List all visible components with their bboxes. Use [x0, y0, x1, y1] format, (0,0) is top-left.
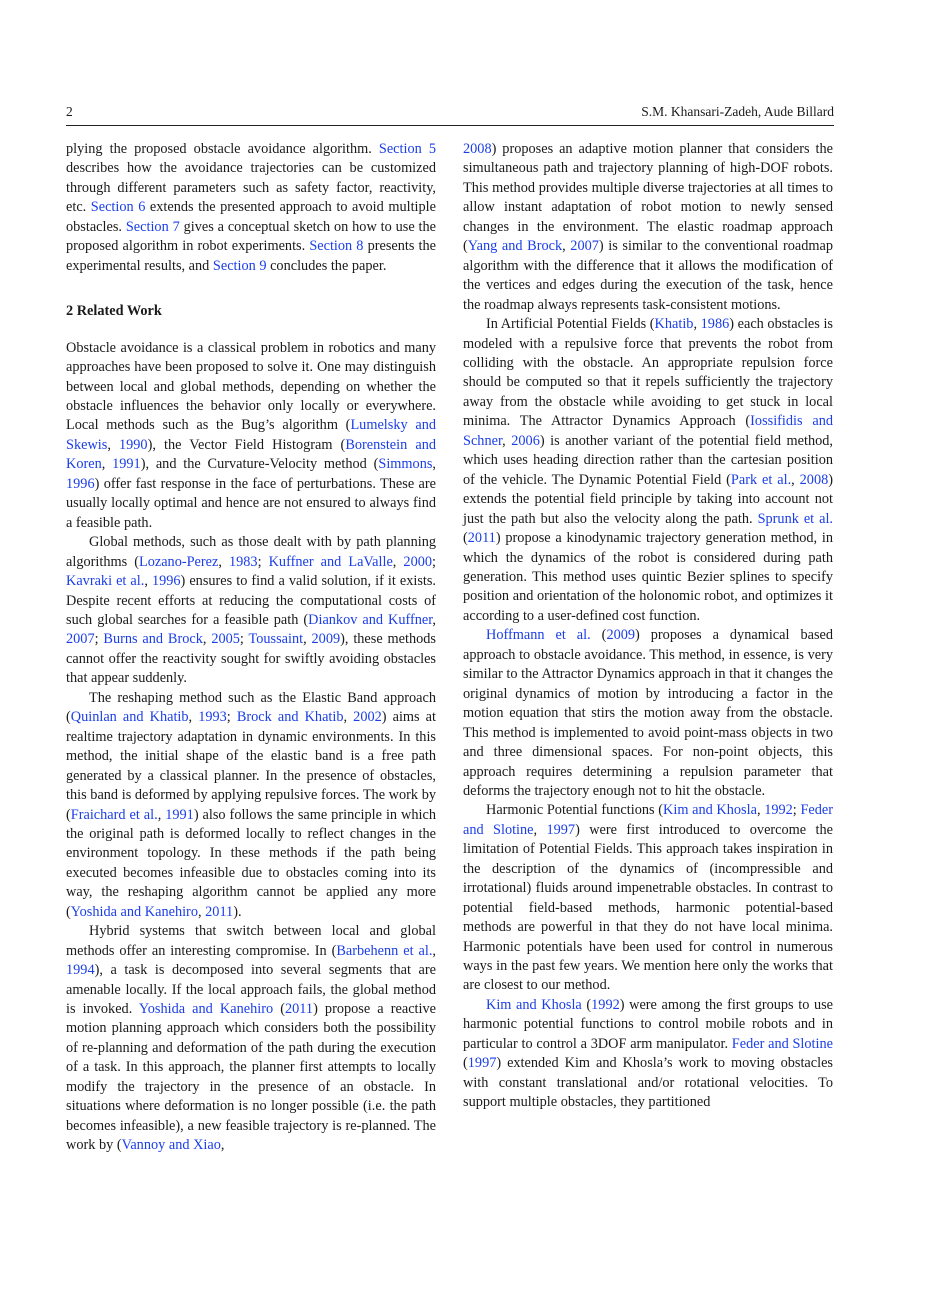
citation-link[interactable]: Barbehenn et al. [336, 942, 433, 959]
text-run: Hybrid systems that switch between local and global methods offer an interesting compromise. In ( [66, 923, 436, 959]
text-run: presents the experimental results, and [66, 238, 437, 274]
paragraph [463, 626, 833, 801]
text-run: ), these methods cannot offer the reactivity sought for swiftly avoiding obstacles that appear suddenly. [66, 631, 436, 687]
citation-link[interactable]: Park et al. [730, 471, 792, 488]
paragraph [66, 533, 436, 689]
paragraph [66, 689, 436, 922]
text-run: Harmonic Potential functions ( [486, 802, 664, 819]
text-run: concludes the paper. [266, 257, 387, 274]
text-run: ) propose a reactive motion planning approach which considers both the possibility of re-planning and deformation of the path during the execution of a task. In this approach, the planner first attempts to locally modify the trajectory in the presence of an obstacle. In situations where deformation is no longer possible (i.e. the path becomes infeasible), a new feasible trajectory is re-planned. The work by ( [66, 1001, 436, 1154]
citation-link[interactable]: 2005 [211, 631, 240, 648]
text-run: ) is another variant of the potential field method, which uses heading direction rather than the cartesian position of the vehicle. The Dynamic Potential Field ( [463, 432, 833, 488]
citation-link[interactable]: 2007 [570, 238, 599, 255]
text-run: ) also follows the same principle in which the original path is deformed locally to reflect changes in the environment topology. In these methods if the path being executed becomes infeasible due to obstacles coming into its way, the reshaping algorithm cannot be applied any more ( [66, 806, 436, 920]
citation-link[interactable]: 2011 [284, 1001, 314, 1018]
paragraph [463, 801, 833, 996]
paragraph [463, 315, 833, 626]
citation-link[interactable]: Yoshida and Kanehiro [70, 903, 198, 920]
section-heading: 2 Related Work [66, 303, 162, 320]
citation-link[interactable]: 2009 [606, 627, 636, 644]
text-run: , [157, 806, 166, 823]
citation-link[interactable]: Yang and Brock [467, 238, 563, 255]
text-run: ). [233, 903, 242, 920]
text-run: ) ensures to find a valid solution, if it exists. Despite recent efforts at reducing the computational costs of such global searches for a feasible path ( [66, 573, 436, 628]
text-run: , [432, 942, 436, 959]
text-run: ) offer fast response in the face of perturbations. These are usually locally optimal and hence are not ensured to always find a feasible path. [66, 475, 436, 531]
text-run: ), and the Curvature-Velocity method ( [140, 456, 379, 473]
page-number: 2 [66, 104, 73, 119]
text-run: ( [463, 530, 468, 547]
citation-link[interactable]: 1983 [228, 553, 258, 570]
text-run: , [218, 553, 229, 570]
citation-link[interactable]: Lumelsky and Skewis [66, 417, 436, 453]
text-run: ( [581, 996, 592, 1013]
text-run: , [343, 709, 354, 726]
citation-link[interactable]: Kim and Khosla [663, 802, 757, 819]
citation-link[interactable]: Vannoy and Xiao [121, 1137, 221, 1154]
text-run: ; [257, 553, 269, 570]
citation-link[interactable]: 1992 [591, 996, 620, 1013]
text-run: ; [94, 631, 104, 648]
citation-link[interactable]: Burns and Brock [103, 631, 203, 648]
citation-link[interactable]: Simmons [378, 456, 433, 473]
text-run: , [101, 456, 113, 473]
text-run: The reshaping method such as the Elastic Band approach ( [66, 689, 436, 726]
citation-link[interactable]: Kavraki et al. [66, 573, 145, 590]
text-run: , [202, 631, 212, 648]
text-run: describes how the avoidance trajectories can be customized through different parameters such as safety factor, reactivity, etc. [66, 160, 436, 216]
citation-link[interactable]: Borenstein and Koren [66, 436, 436, 473]
text-run: , [188, 709, 199, 726]
right-column [463, 140, 833, 1113]
citation-link[interactable]: Brock and Khatib [236, 709, 344, 726]
citation-link[interactable]: 2011 [467, 530, 496, 547]
citation-link[interactable]: Kim and Khosla [486, 996, 582, 1013]
citation-link[interactable]: Lozano-Perez [138, 553, 219, 570]
text-run: , [791, 471, 800, 488]
citation-link[interactable]: Feder and Slotine [463, 802, 834, 838]
text-run: , [756, 802, 765, 819]
text-run: , [502, 432, 512, 449]
text-run: In Artificial Potential Fields ( [486, 316, 655, 333]
citation-link[interactable]: 2008 [463, 141, 492, 157]
text-run: ) each obstacles is modeled with a repulsive force that prevents the robot from colliding with the obstacle. An appropriate repulsion force should be computed so that it repels sufficiently the trajectory away from the obstacle while avoiding to get stuck in local minima. The Attractor Dynamics Approach ( [463, 316, 833, 430]
text-run: ) were among the first groups to use harmonic potential functions to control mobile robots and in particular to control a 3DOF arm manipulator. [463, 996, 834, 1052]
citation-link[interactable]: 2006 [511, 432, 540, 449]
text-run: , [562, 238, 571, 255]
citation-link[interactable]: 1992 [764, 802, 793, 819]
citation-link[interactable]: 1986 [700, 316, 730, 333]
citation-link[interactable]: Section 9 [212, 257, 267, 274]
text-run: ( [463, 1055, 468, 1072]
text-run: Obstacle avoidance is a classical problem in robotics and many approaches have been proposed to solve it. One may distinguish between local and global methods, depending on whether the obstacle influences the behavior only locally or everywhere. Local methods such as the Bug’s algorithm ( [66, 339, 436, 434]
citation-link[interactable]: 1997 [467, 1055, 497, 1072]
text-run: ), the Vector Field Histogram ( [147, 436, 346, 453]
text-run: ; [239, 631, 249, 648]
text-run: , [392, 553, 404, 570]
citation-link[interactable]: 1996 [66, 475, 95, 492]
text-run: gives a conceptual sketch on how to use the proposed algorithm in robot experiments. [66, 218, 436, 255]
citation-link[interactable]: 1990 [118, 436, 148, 453]
citation-link[interactable]: 1993 [198, 709, 227, 726]
citation-link[interactable]: Yoshida and Kanehiro [138, 1001, 274, 1018]
text-run: ; [792, 802, 801, 819]
header-rule [66, 125, 834, 126]
citation-link[interactable]: 2009 [311, 631, 341, 648]
text-run: ( [273, 1001, 285, 1018]
paragraph [463, 140, 833, 315]
left-column [66, 140, 436, 1156]
citation-link[interactable]: 2000 [403, 553, 433, 570]
citation-link[interactable]: 1991 [112, 456, 141, 473]
text-run: , [693, 316, 701, 333]
citation-link[interactable]: 2007 [66, 631, 95, 648]
citation-link[interactable]: Section 6 [90, 199, 146, 216]
text-run: ) propose a kinodynamic trajectory generation method, in which the dynamics of the robot is considered during path generation. This method uses quintic Bezier splines to specify position and orientation of the holonomic robot, and optimizes it according to a user-defined cost function. [463, 530, 833, 624]
citation-link[interactable]: 1994 [66, 962, 95, 979]
paragraph [463, 996, 833, 1113]
text-run: , [144, 573, 152, 590]
text-run: , [432, 611, 436, 628]
citation-link[interactable]: Toussaint [248, 631, 304, 648]
text-run: plying the proposed obstacle avoidance algorithm. [66, 141, 379, 157]
paragraph [66, 922, 436, 1155]
citation-link[interactable]: Sprunk et al. [757, 510, 833, 527]
citation-link[interactable]: 2008 [799, 471, 829, 488]
text-run: ) extended Kim and Khosla’s work to moving obstacles with constant translational and/or rotational velocities. To support multiple obstacles, they partitioned [463, 1055, 833, 1111]
citation-link[interactable]: Diankov and Kuffner [308, 611, 433, 628]
paragraph [66, 140, 436, 276]
citation-link[interactable]: Quinlan and Khatib [70, 709, 189, 726]
citation-link[interactable]: 1997 [546, 821, 576, 838]
running-header [66, 102, 834, 126]
citation-link[interactable]: 2011 [205, 903, 234, 920]
citation-link[interactable]: Khatib [654, 316, 694, 333]
text-run: , [533, 821, 547, 838]
text-run: ( [590, 627, 607, 644]
citation-link[interactable]: Section 7 [125, 218, 180, 235]
citation-link[interactable]: Feder and Slotine [731, 1035, 833, 1052]
text-run: ), a task is decomposed into several segments that are amenable locally. If the local approach fails, the global method is invoked. [66, 962, 436, 1018]
text-run: ) is similar to the conventional roadmap algorithm with the difference that it allows the modification of the vertices and edges during the execution of the task, hence the roadmap always represents task-consistent motions. [463, 238, 833, 313]
text-run: ; [432, 553, 436, 570]
text-run: Global methods, such as those dealt with by path planning algorithms ( [66, 534, 436, 570]
paragraph [66, 339, 436, 534]
citation-link[interactable]: 2002 [353, 709, 382, 726]
text-run: ; [226, 709, 237, 726]
citation-link[interactable]: 1996 [151, 573, 181, 590]
citation-link[interactable]: Section 5 [378, 141, 436, 157]
text-run: ) proposes an adaptive motion planner that considers the simultaneous path and trajectory planning of high-DOF robots. This method provides multiple diverse trajectories at all times to allow instant adaptation of robot motion to newly sensed changes in the environment. The elastic roadmap approach ( [463, 141, 833, 255]
citation-link[interactable]: Kuffner and LaValle [268, 553, 393, 570]
text-run: ) extends the potential field principle by taking into account not just the path but also the velocity along the path. [463, 471, 833, 527]
citation-link[interactable]: 1991 [165, 806, 194, 823]
text-run: , [432, 456, 436, 473]
text-run: extends the presented approach to avoid multiple obstacles. [66, 199, 436, 235]
citation-link[interactable]: Iossifidis and Schner [463, 413, 833, 449]
text-run: , [197, 903, 206, 920]
text-run: , [107, 436, 119, 453]
citation-link[interactable]: Hoffmann et al. [486, 627, 591, 644]
text-run: , [303, 631, 312, 648]
running-header-authors: S.M. Khansari-Zadeh, Aude Billard [641, 104, 834, 119]
text-run: ) aims at realtime trajectory adaptation in dynamic environments. In this method, the initial shape of the elastic band is a free path generated by a classical planner. In the presence of obstacles, this band is deformed by applying repulsive forces. The work by ( [66, 709, 437, 823]
text-run: , [220, 1137, 225, 1154]
text-run: ) proposes a dynamical based approach to obstacle avoidance. This method, in essence, is very similar to the Attractor Dynamics approach in that it changes the original dynamics of motion by introducing a factor in the motion equation that stirs the motion away from the obstacle. This method is implemented to avoid point-mass objects in two and three dimensional spaces. For non-point objects, this approach requires determining a repulsion parameter that deforms the trajectory enough not to hit the obstacle. [463, 627, 833, 799]
citation-link[interactable]: Section 8 [309, 238, 364, 255]
text-run: ) were first introduced to overcome the limitation of Potential Fields. This approach takes inspiration in the description of the dynamics of (incompressible and irrotational) fluids around impenetrable obstacles. In contrast to potential field-based methods, harmonic potential-based methods are powerful in that they do not have local minima. Harmonic potentials have been used for control in numerous ways in the past few years. We mention here only the works that are closest to our method. [463, 821, 833, 994]
citation-link[interactable]: Fraichard et al. [70, 806, 158, 823]
